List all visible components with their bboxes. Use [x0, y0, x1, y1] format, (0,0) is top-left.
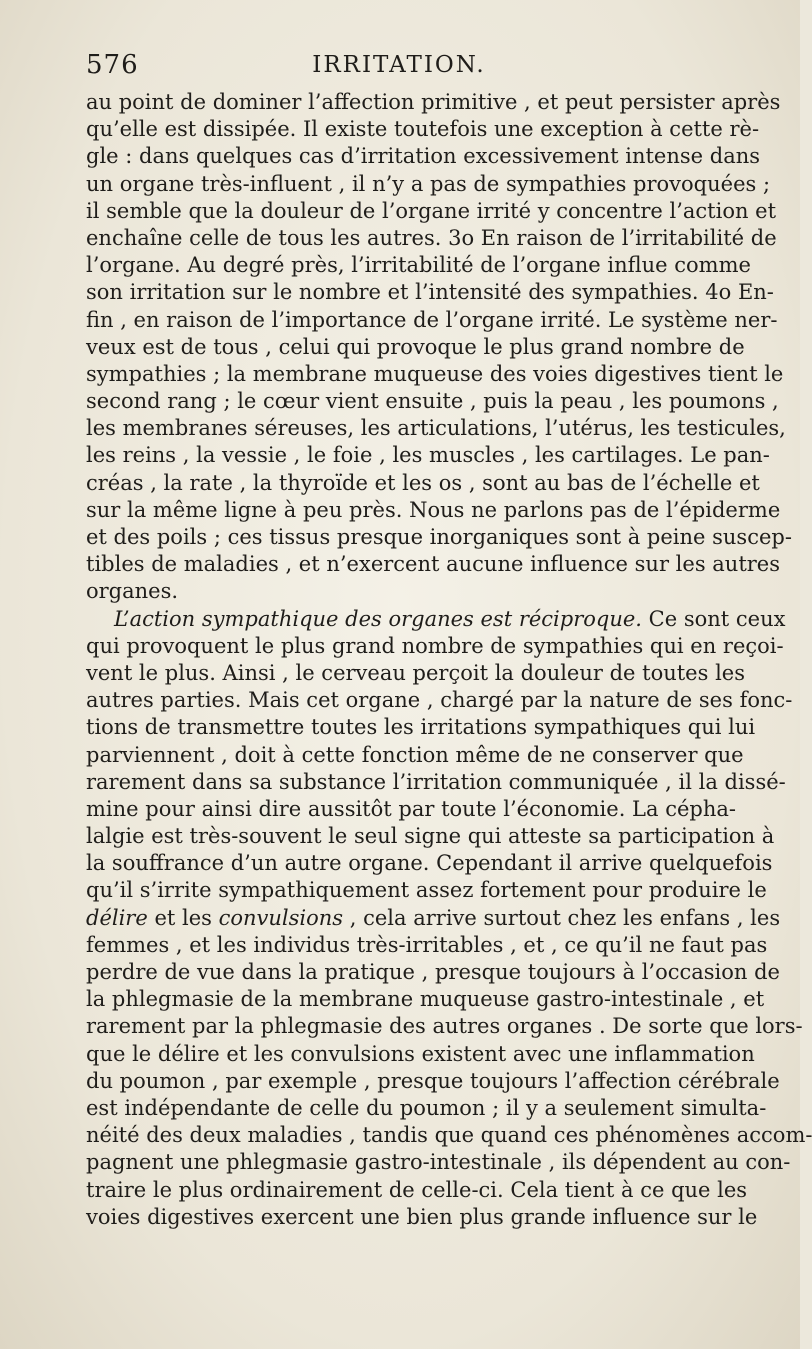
line-text: et les	[147, 905, 219, 930]
text-line: que le délire et les convulsions existent avec une inflammation	[86, 1041, 755, 1066]
text-line: au point de dominer l’affection primitive , et peut persister après	[86, 90, 781, 114]
text-line: lalgie est très-souvent le seul signe qui atteste sa participation à	[86, 824, 775, 849]
text-line: et des poils ; ces tissus presque inorganiques sont à peine suscep-	[86, 525, 792, 549]
text-line: autres parties. Mais cet organe , chargé par la nature de ses fonc-	[86, 688, 793, 713]
text-line: un organe très-influent , il n’y a pas de sympathies provoquées ;	[86, 171, 771, 196]
italic-term: délire	[86, 905, 148, 930]
text-line: les reins , la vessie , le foie , les muscles , les cartilages. Le pan-	[86, 443, 770, 468]
text-line: parviennent , doit à cette fonction même de ne conserver que	[86, 742, 744, 767]
running-title: IRRITATION.	[312, 52, 486, 78]
text-line: organes.	[86, 579, 179, 604]
text-line: tions de transmettre toutes les irritations sympathiques qui lui	[86, 715, 756, 740]
text-line: sympathies ; la membrane muqueuse des voies digestives tient le	[86, 361, 784, 386]
text-line: gle : dans quelques cas d’irritation excessivement intense dans	[86, 144, 761, 169]
text-line: l’organe. Au degré près, l’irritabilité de l’organe influe comme	[86, 253, 751, 278]
text-line: pagnent une phlegmasie gastro-intestinale , ils dépendent au con-	[86, 1150, 791, 1175]
text-line: perdre de vue dans la pratique , presque toujours à l’occasion de	[86, 960, 780, 984]
text-line: sur la même ligne à peu près. Nous ne parlons pas de l’épiderme	[86, 497, 781, 522]
text-line: la phlegmasie de la membrane muqueuse gastro-intestinale , et	[86, 987, 765, 1012]
text-line: est indépendante de celle du poumon ; il y a seulement simulta-	[86, 1095, 767, 1120]
text-line: créas , la rate , la thyroïde et les os , sont au bas de l’échelle et	[86, 470, 760, 495]
text-line: voies digestives exercent une bien plus grande influence sur le	[86, 1204, 758, 1229]
text-line: rarement dans sa substance l’irritation communiquée , il la dissé-	[86, 769, 786, 794]
body-text	[86, 89, 812, 1231]
text-line: qu’il s’irrite sympathiquement assez fortement pour produire le	[86, 878, 767, 903]
text-line	[86, 606, 786, 633]
text-line: rarement par la phlegmasie des autres organes . De sorte que lors-	[86, 1014, 803, 1039]
text-line	[86, 905, 781, 932]
text-line: tibles de maladies , et n’exercent aucune influence sur les autres	[86, 552, 780, 577]
text-line: son irritation sur le nombre et l’intensité des sympathies. 4o En-	[86, 280, 774, 305]
text-line: fin , en raison de l’importance de l’organe irrité. Le système ner-	[86, 307, 778, 332]
text-line: néité des deux maladies , tandis que quand ces phénomènes accom-	[86, 1123, 812, 1148]
italic-term: convulsions	[218, 905, 344, 930]
text-line: la souffrance d’un autre organe. Cependant il arrive quelquefois	[86, 851, 773, 876]
text-line: second rang ; le cœur vient ensuite , puis la peau , les poumons ,	[86, 389, 779, 414]
text-line: les membranes séreuses, les articulations, l’utérus, les testicules,	[86, 416, 786, 441]
text-line: vent le plus. Ainsi , le cerveau perçoit la douleur de toutes les	[86, 660, 745, 685]
text-line: qui provoquent le plus grand nombre de sympathies qui en reçoi-	[86, 633, 784, 658]
text-line: femmes , et les individus très-irritables , et , ce qu’il ne faut pas	[86, 932, 768, 957]
line-text: Ce sont ceux	[648, 606, 786, 631]
text-line: il semble que la douleur de l’organe irrité y concentre l’action et	[86, 198, 777, 223]
text-line: enchaîne celle de tous les autres. 3o En raison de l’irritabilité de	[86, 225, 777, 250]
italic-phrase: L’action sympathique des organes est réciproque.	[114, 606, 642, 631]
text-line: du poumon , par exemple , presque toujours l’affection cérébrale	[86, 1068, 780, 1093]
text-line: traire le plus ordinairement de celle-ci. Cela tient à ce que les	[86, 1177, 748, 1202]
text-line: qu’elle est dissipée. Il existe toutefois une exception à cette rè-	[86, 117, 760, 142]
line-text: , cela arrive surtout chez les enfans , les	[343, 905, 781, 930]
page-number: 576	[86, 50, 139, 80]
text-line: mine pour ainsi dire aussitôt par toute l’économie. La cépha-	[86, 796, 736, 821]
page-header	[86, 50, 712, 84]
text-line: veux est de tous , celui qui provoque le plus grand nombre de	[86, 334, 745, 359]
